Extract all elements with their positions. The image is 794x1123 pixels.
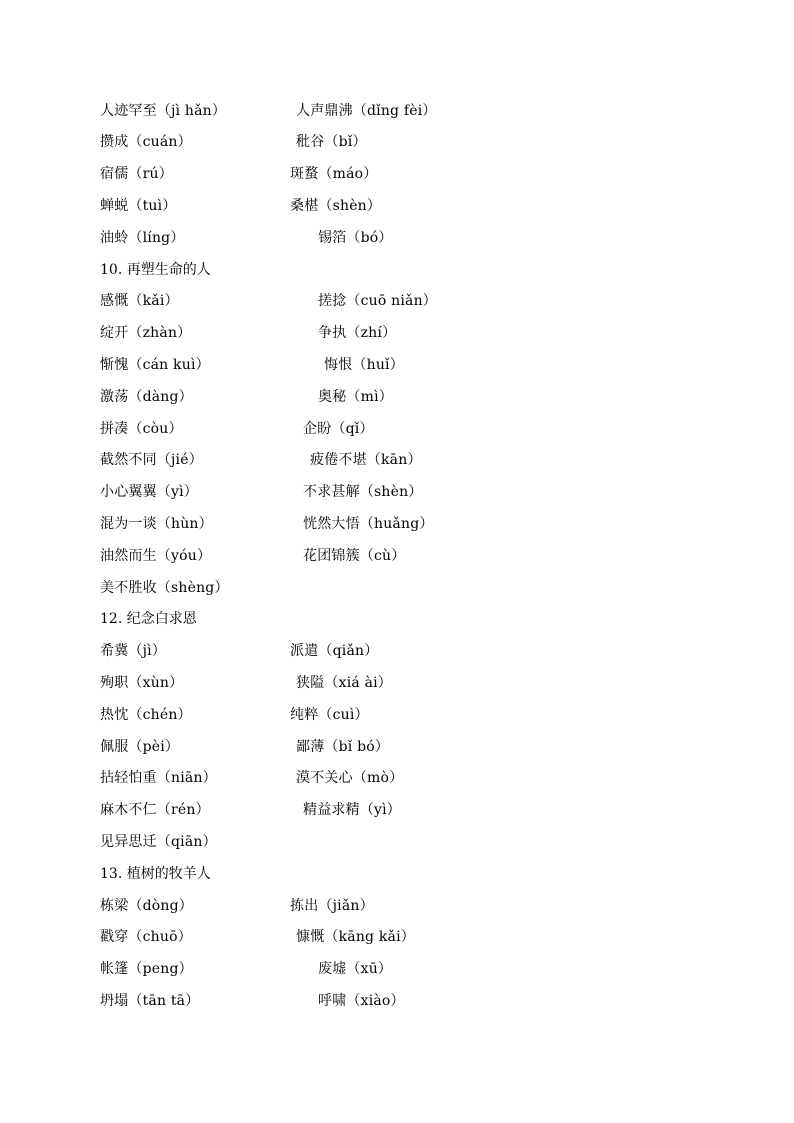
- vocab-row: [0, 955, 794, 983]
- vocab-row: [0, 510, 794, 538]
- vocab-item: 争执（zhí）: [318, 325, 397, 341]
- vocab-item: 攒成（cuán）: [100, 134, 192, 150]
- vocab-item: 纯粹（cuì）: [290, 707, 369, 723]
- vocab-row: [0, 542, 794, 570]
- vocab-row: [0, 796, 794, 824]
- vocab-item: 狭隘（xiá ài）: [296, 675, 392, 691]
- vocab-item: 希冀（jì）: [100, 643, 167, 659]
- vocab-item: 鄙薄（bǐ bó）: [296, 739, 390, 755]
- vocab-row: [0, 733, 794, 761]
- vocab-row: [0, 764, 794, 792]
- vocab-item: 奥秘（mì）: [318, 389, 393, 405]
- vocab-row: [0, 923, 794, 951]
- vocab-item: 花团锦簇（cù）: [303, 548, 406, 564]
- vocab-item: 慷慨（kāng kǎi）: [296, 929, 415, 945]
- lesson-row: [0, 256, 794, 284]
- vocab-row: [0, 287, 794, 315]
- vocab-item: 拣出（jiǎn）: [290, 898, 374, 914]
- vocab-item: 蝉蜕（tuì）: [100, 198, 177, 214]
- vocab-item: 截然不同（jié）: [100, 452, 203, 468]
- vocab-item: 精益求精（yì）: [303, 802, 401, 818]
- vocab-item: 搓捻（cuō niǎn）: [318, 293, 437, 309]
- vocab-item: 呼啸（xiào）: [318, 993, 405, 1009]
- vocab-item: 帐篷（peng）: [100, 961, 193, 977]
- lesson-heading: 12. 纪念白求恩: [100, 611, 197, 627]
- vocab-row: [0, 192, 794, 220]
- lesson-heading: 10. 再塑生命的人: [100, 262, 211, 278]
- vocab-item: 戳穿（chuō）: [100, 929, 192, 945]
- vocab-row: [0, 701, 794, 729]
- vocab-item: 派遣（qiǎn）: [290, 643, 379, 659]
- vocab-row: [0, 97, 794, 125]
- vocab-row: [0, 128, 794, 156]
- vocab-item: 锡箔（bó）: [318, 230, 393, 246]
- vocab-item: 绽开（zhàn）: [100, 325, 192, 341]
- vocab-item: 疲倦不堪（kān）: [310, 452, 422, 468]
- vocab-item: 漠不关心（mò）: [296, 770, 404, 786]
- vocab-item: 斑蝥（máo）: [290, 166, 378, 182]
- vocab-item: 感慨（kǎi）: [100, 293, 179, 309]
- vocab-row: [0, 160, 794, 188]
- vocab-row: [0, 319, 794, 347]
- lesson-row: [0, 605, 794, 633]
- vocab-row: [0, 383, 794, 411]
- vocab-item: 拈轻怕重（niān）: [100, 770, 217, 786]
- vocab-item: 人声鼎沸（dǐng fèi）: [296, 103, 437, 119]
- vocab-row: [0, 224, 794, 252]
- vocab-row: [0, 415, 794, 443]
- vocab-item: 热忱（chén）: [100, 707, 192, 723]
- vocab-item: 恍然大悟（huǎng）: [303, 516, 434, 532]
- vocab-row: [0, 637, 794, 665]
- vocab-item: 不求甚解（shèn）: [303, 484, 423, 500]
- vocab-item: 佩服（pèi）: [100, 739, 180, 755]
- vocab-item: 混为一谈（hùn）: [100, 516, 213, 532]
- vocab-row: [0, 828, 794, 856]
- vocab-row: [0, 892, 794, 920]
- lesson-heading: 13. 植树的牧羊人: [100, 866, 211, 882]
- vocab-item: 坍塌（tān tā）: [100, 993, 200, 1009]
- vocab-row: [0, 669, 794, 697]
- vocab-row: [0, 351, 794, 379]
- vocab-item: 殉职（xùn）: [100, 675, 184, 691]
- vocab-item: 悔恨（huǐ）: [324, 357, 404, 373]
- vocab-item: 宿儒（rú）: [100, 166, 173, 182]
- vocab-item: 废墟（xū）: [318, 961, 393, 977]
- vocab-item: 秕谷（bǐ）: [296, 134, 367, 150]
- vocab-row: [0, 987, 794, 1015]
- lesson-row: [0, 860, 794, 888]
- vocab-item: 小心翼翼（yì）: [100, 484, 198, 500]
- vocab-row: [0, 574, 794, 602]
- vocab-row: [0, 446, 794, 474]
- vocab-item: 栋梁（dòng）: [100, 898, 193, 914]
- vocab-item: 油然而生（yóu）: [100, 548, 212, 564]
- vocab-item: 桑椹（shèn）: [290, 198, 382, 214]
- vocab-item: 拼凑（còu）: [100, 421, 183, 437]
- vocab-item: 惭愧（cán kuì）: [100, 357, 210, 373]
- vocab-item: 企盼（qǐ）: [303, 421, 374, 437]
- vocab-item: 人迹罕至（jì hǎn）: [100, 103, 227, 119]
- vocab-item: 油蛉（líng）: [100, 230, 185, 246]
- vocab-row: [0, 478, 794, 506]
- vocab-item: 麻木不仁（rén）: [100, 802, 210, 818]
- vocab-item: 见异思迁（qiān）: [100, 834, 217, 850]
- vocab-item: 激荡（dàng）: [100, 389, 193, 405]
- vocab-item: 美不胜收（shèng）: [100, 580, 229, 596]
